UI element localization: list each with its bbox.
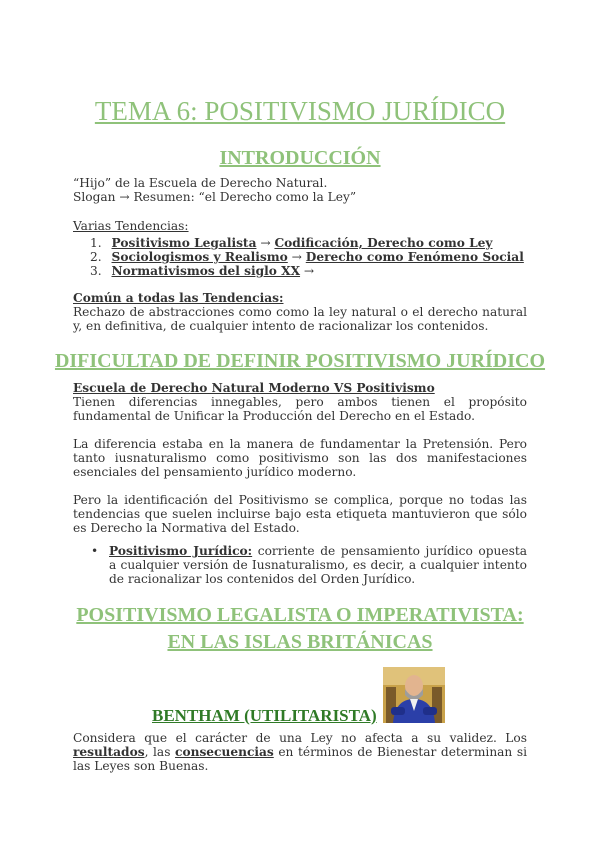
comun-text: Rechazo de abstracciones como como la ley natural o el derecho natural y, en definitiva, de cualquier intento de racionalizar los contenidos. [73,305,527,333]
tendencia-name: Sociologismos y Realismo [111,250,288,264]
tendencias-heading: Varias Tendencias: [73,219,189,233]
bentham-heading: BENTHAM (UTILITARISTA) [152,706,377,725]
dificultad-bullets [73,544,527,586]
tendencia-name: Positivismo Legalista [111,236,257,250]
bullet-positivismo-juridico [91,544,527,586]
arrow-icon: → [300,264,315,278]
tendencia-item-2 [90,250,527,264]
intro-text [73,176,527,204]
page-title: TEMA 6: POSITIVISMO JURÍDICO [94,96,506,126]
tendencias-block [73,219,527,278]
dificultad-subheading: Escuela de Derecho Natural Moderno VS Positivismo [73,381,435,395]
bentham-portrait [383,667,445,723]
item-number: 1. [90,236,102,250]
dificultad-block [73,381,527,586]
tendencia-desc: Derecho como Fenómeno Social [305,250,524,264]
bentham-emphasis-consecuencias: consecuencias [175,745,274,759]
intro-line-2: Slogan → Resumen: “el Derecho como la Ley” [73,190,357,204]
tendencia-desc: Codificación, Derecho como Ley [274,236,493,250]
tendencia-name: Normativismos del siglo XX [111,264,301,278]
bentham-text-2: , las [144,745,176,759]
bullet-label: Positivismo Jurídico: [109,544,253,558]
bullet-text: corriente de pensamiento jurídico opuesta a cualquier versión de Iusnaturalismo, es decir, a cualquier intento de racionalizar los contenidos del Orden Jurídico. [109,544,527,586]
tendencia-item-3 [90,264,527,278]
dificultad-paragraph-3: Pero la identificación del Positivismo se complica, porque no todas las tendencias que suelen incluirse bajo esta etiqueta mantuvieron que sólo es Derecho la Normativa del Estado. [73,493,527,535]
item-number: 3. [90,264,102,278]
bentham-text-1: Considera que el carácter de una Ley no afecta a su validez. Los [73,731,527,745]
dificultad-paragraph-1: Tienen diferencias innegables, pero ambos tienen el propósito fundamental de Unificar la Producción del Derecho en el Estado. [73,395,527,423]
arrow-icon: → [256,236,275,250]
bullet-dot-icon: • [91,544,99,558]
section-heading-introduccion: INTRODUCCIÓN [219,147,381,169]
bentham-paragraph [73,731,527,773]
tendencias-list [73,236,527,278]
tendencia-item-1 [90,236,527,250]
comun-heading: Común a todas las Tendencias: [73,291,284,305]
comun-block [73,291,527,333]
section-heading-legalista: POSITIVISMO LEGALISTA O IMPERATIVISTA: EN LAS ISLAS BRITÁNICAS [76,604,524,653]
item-number: 2. [90,250,102,264]
bentham-text-3: en términos de Bienestar determinan si las Leyes son Buenas. [73,745,528,773]
bentham-emphasis-resultados: resultados [73,745,145,759]
arrow-icon: → [287,250,306,264]
section-heading-dificultad: DIFICULTAD DE DEFINIR POSITIVISMO JURÍDICO [54,350,546,372]
intro-line-1: “Hijo” de la Escuela de Derecho Natural. [73,176,328,190]
dificultad-paragraph-2: La diferencia estaba en la manera de fundamentar la Pretensión. Pero tanto iusnaturalismo como positivismo son las dos manifestaciones esenciales del pensamiento jurídico moderno. [73,437,527,479]
